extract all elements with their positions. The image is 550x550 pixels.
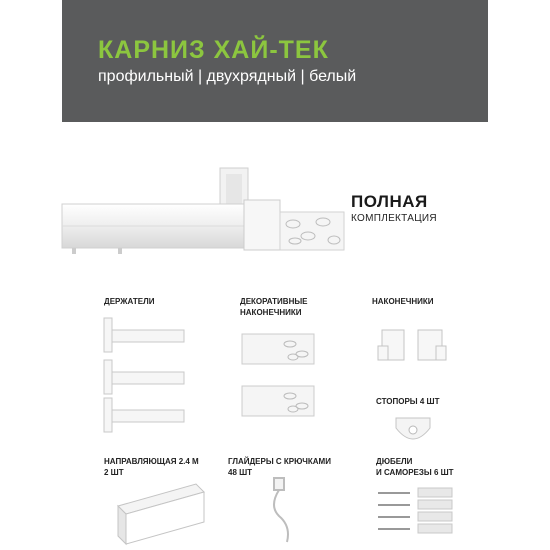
label-dowels-line1: ДЮБЕЛИ (376, 457, 413, 466)
holders-image (104, 318, 184, 432)
product-title: КАРНИЗ ХАЙ-ТЕК (98, 36, 329, 64)
screws-image (378, 488, 452, 533)
kit-title: ПОЛНАЯ (351, 192, 428, 211)
label-decor-caps-line1: ДЕКОРАТИВНЫЕ (240, 297, 308, 306)
label-stoppers: СТОПОРЫ 4 ШТ (376, 397, 440, 406)
product-subtitle: профильный | двухрядный | белый (98, 68, 357, 85)
glider-hook-image (274, 478, 288, 542)
rail-image (118, 484, 204, 544)
label-holders: ДЕРЖАТЕЛИ (104, 297, 155, 306)
label-gliders-line1: ГЛАЙДЕРЫ С КРЮЧКАМИ (228, 457, 331, 466)
stopper-image (396, 418, 430, 439)
label-rail-line2: 2 ШТ (104, 468, 124, 477)
label-end-caps: НАКОНЕЧНИКИ (372, 297, 434, 306)
kit-subtitle: КОМПЛЕКТАЦИЯ (351, 213, 437, 224)
decorative-caps-image (242, 334, 314, 416)
end-caps-image (378, 330, 446, 360)
curtain-rod-image (62, 168, 344, 254)
label-gliders-line2: 48 ШТ (228, 468, 253, 477)
label-decor-caps-line2: НАКОНЕЧНИКИ (240, 308, 302, 317)
label-rail-line1: НАПРАВЛЯЮЩАЯ 2.4 М (104, 457, 199, 466)
label-dowels-line2: И САМОРЕЗЫ 6 ШТ (376, 468, 454, 477)
